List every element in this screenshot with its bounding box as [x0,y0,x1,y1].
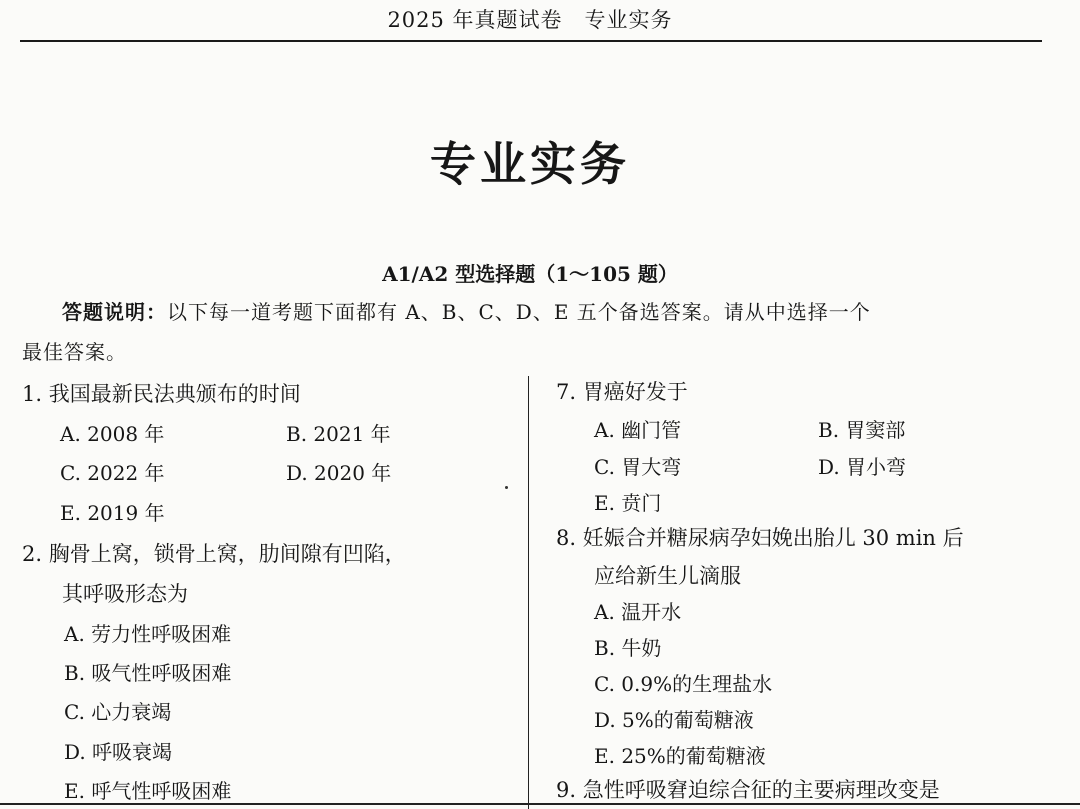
header-rule [20,40,1042,42]
question-8-stem-line-2: 应给新生儿滴服 [594,564,741,588]
question-9-stem: 9. 急性呼吸窘迫综合征的主要病理改变是 [556,778,940,802]
question-2-stem-line-2: 其呼吸形态为 [62,582,188,606]
question-8-option-e: E. 25%的葡萄糖液 [594,744,766,768]
question-7-option-d: D. 胃小弯 [818,455,907,479]
question-7-stem: 7. 胃癌好发于 [556,380,688,404]
instructions-line-1 [62,296,871,325]
instructions-line-2: 最佳答案。 [22,340,127,364]
question-8-option-a: A. 温开水 [594,600,682,624]
question-1-option-c: C. 2022 年 [60,461,165,485]
question-8-option-b: B. 牛奶 [594,636,662,660]
question-7-option-c: C. 胃大弯 [594,455,682,479]
question-2-option-a: A. 劳力性呼吸困难 [64,622,232,646]
question-2-option-d: D. 呼吸衰竭 [64,740,173,764]
question-2-stem-line-1: 2. 胸骨上窝，锁骨上窝，肋间隙有凹陷， [22,542,406,566]
question-1-stem: 1. 我国最新民法典颁布的时间 [22,382,301,406]
instructions-text: 以下每一道考题下面都有 A、B、C、D、E 五个备选答案。请从中选择一个 [167,300,871,324]
question-1-option-b: B. 2021 年 [286,422,391,446]
question-2-option-e: E. 呼气性呼吸困难 [64,779,232,803]
question-2-option-b: B. 吸气性呼吸困难 [64,661,232,685]
question-7-option-e: E. 贲门 [594,491,662,515]
question-1-option-d: D. 2020 年 [286,461,392,485]
column-divider [528,376,529,809]
page-title: 专业实务 [430,137,630,191]
question-1-option-a: A. 2008 年 [60,422,165,446]
instructions-label: 答题说明： [62,300,167,324]
question-8-option-d: D. 5%的葡萄糖液 [594,708,754,732]
question-8-stem-line-1: 8. 妊娠合并糖尿病孕妇娩出胎儿 30 min 后 [556,526,964,550]
question-2-option-c: C. 心力衰竭 [64,700,172,724]
question-1-option-e: E. 2019 年 [60,501,165,525]
section-title: A1/A2 型选择题（1～105 题） [382,262,678,286]
page-bottom-rule [0,803,1080,805]
question-7-option-a: A. 幽门管 [594,418,682,442]
running-header: 2025 年真题试卷 专业实务 [387,8,673,32]
question-7-option-b: B. 胃窦部 [818,418,906,442]
print-speck [505,486,508,489]
question-8-option-c: C. 0.9%的生理盐水 [594,672,773,696]
